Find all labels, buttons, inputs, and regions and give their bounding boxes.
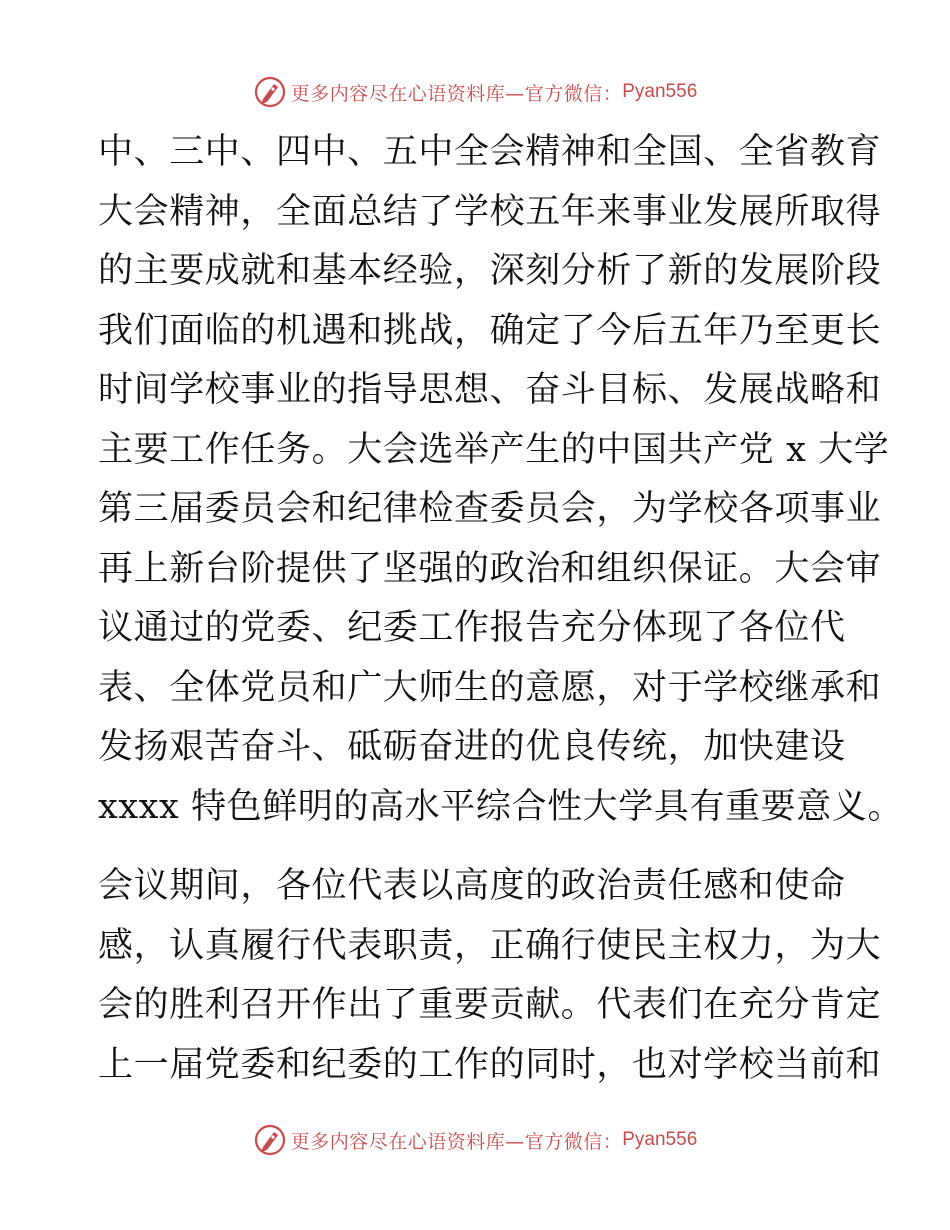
text-line: 感，认真履行代表职责，正确行使民主权力，为大 (98, 925, 882, 966)
text-line: 中、三中、四中、五中全会精神和全国、全省教育 (98, 132, 882, 172)
banner-text: 更多内容尽在心语资料库—官方微信： (290, 82, 623, 105)
paragraph-2 (98, 857, 882, 1095)
banner-wechat-id: Pyan556 (622, 1129, 698, 1150)
paragraph-1 (98, 123, 904, 837)
text-line: 再上新台阶提供了坚强的政治和组织保证。大会审 (98, 548, 882, 589)
paragraph-gap (98, 837, 858, 857)
text-line: 会议期间，各位代表以高度的政治责任感和使命 (98, 866, 846, 906)
text-line: 会的胜利召开作出了重要贡献。代表们在充分肯定 (98, 985, 882, 1025)
pen-nib-icon (253, 1123, 287, 1157)
text-line: 议通过的党委、纪委工作报告充分体现了各位代 (98, 608, 846, 648)
text-line: 主要工作任务。大会选举产生的中国共产党 x 大学 (98, 429, 890, 470)
document-body (98, 123, 904, 1095)
text-line: 时间学校事业的指导思想、奋斗目标、发展战略和 (98, 370, 882, 410)
text-line: 表、全体党员和广大师生的意愿，对于学校继承和 (98, 667, 882, 708)
footer-banner (0, 1118, 950, 1162)
text-line: 上一届党委和纪委的工作的同时，也对学校当前和 (98, 1044, 882, 1085)
text-line: 的主要成就和基本经验，深刻分析了新的发展阶段 (98, 251, 882, 291)
banner-text: 更多内容尽在心语资料库—官方微信： (290, 1130, 623, 1153)
text-line: xxxx 特色鲜明的高水平综合性大学具有重要意义。 (98, 786, 904, 827)
header-banner (0, 70, 950, 114)
text-line: 大会精神，全面总结了学校五年来事业发展所取得 (98, 191, 882, 232)
pen-nib-icon (253, 75, 287, 109)
text-line: 发扬艰苦奋斗、砥砺奋进的优良传统，加快建设 (98, 727, 846, 767)
banner-wechat-id: Pyan556 (622, 81, 698, 102)
text-line: 我们面临的机遇和挑战，确定了今后五年乃至更长 (98, 310, 882, 351)
text-line: 第三届委员会和纪律检查委员会，为学校各项事业 (98, 489, 882, 529)
